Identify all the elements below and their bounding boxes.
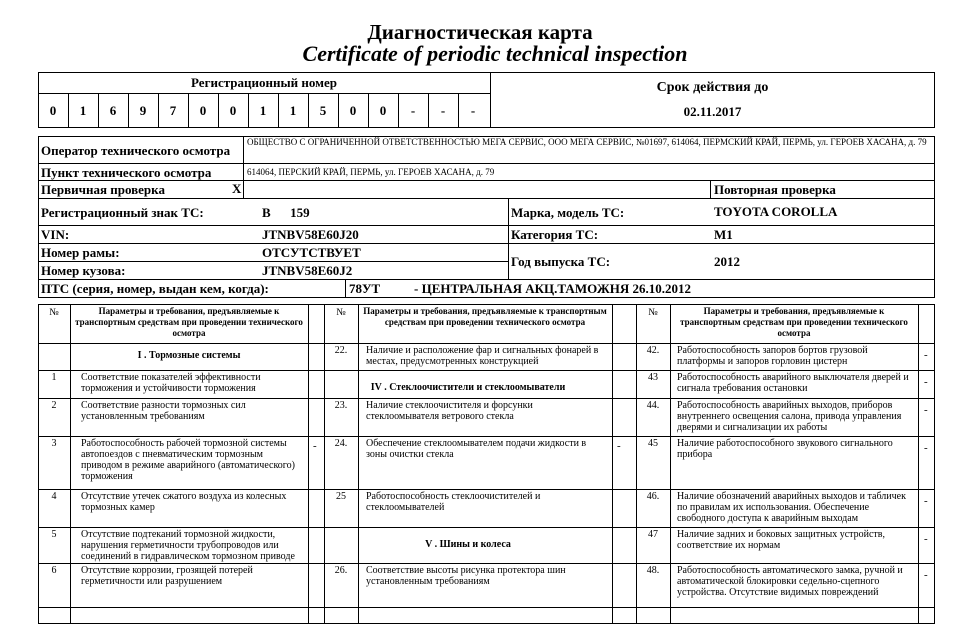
row-divider xyxy=(38,436,324,437)
digit-divider xyxy=(308,93,309,128)
row-divider xyxy=(38,607,324,608)
row-text: Соответствие разности тормозных сил установленным требованиям xyxy=(81,400,246,422)
digit-divider xyxy=(158,93,159,128)
row-text: Наличие обозначений аварийных выходов и табличек по правилам их использования. Обеспечение свободного доступа к аварийным выходам xyxy=(677,491,906,524)
reg-digit: 0 xyxy=(49,103,57,118)
row-number: 26. xyxy=(334,565,348,576)
row-divider xyxy=(324,436,636,437)
make-label: Марка, модель ТС: xyxy=(511,205,625,220)
divider xyxy=(508,198,509,279)
divider xyxy=(38,225,935,226)
reg-digit: - xyxy=(470,103,476,118)
operator-value: ОБЩЕСТВО С ОГРАНИЧЕННОЙ ОТВЕТСТВЕННОСТЬЮ МЕГА СЕРВИС, ООО МЕГА СЕРВИС, №01697, 614064, ПЕРМСКИЙ КРАЙ, ПЕРМЬ, ул. ГЕРОЕВ ХАСАНА, д. 79 xyxy=(247,137,927,147)
reg-sign-label: Регистрационный знак ТС: xyxy=(41,205,204,220)
row-number: 1 xyxy=(51,372,57,383)
reg-digit: - xyxy=(410,103,416,118)
operator-label: Оператор технического осмотра xyxy=(41,143,231,158)
row-divider xyxy=(38,527,324,528)
row-text: Соответствие показателей эффективности торможения и устойчивости торможения xyxy=(81,372,261,394)
category-label: Категория ТС: xyxy=(511,227,599,242)
digit-divider xyxy=(368,93,369,128)
row-text: Работоспособность рабочей тормозной системы автопоездов с пневматическим тормозным приводом в режиме аварийного (автоматического) торможения xyxy=(81,438,295,482)
section-brakes: I . Тормозные системы xyxy=(137,350,241,361)
digit-divider xyxy=(248,93,249,128)
row-divider xyxy=(324,527,636,528)
row-divider xyxy=(636,436,935,437)
row-text: Наличие стеклоочистителя и форсунки стеклоомывателя ветрового стекла xyxy=(366,400,533,422)
param-header: Параметры и требования, предъявляемые к транспортным средствам при проведении технического осмотра xyxy=(680,306,908,338)
row-number: 23. xyxy=(334,400,348,411)
divider xyxy=(612,304,613,624)
row-text: Наличие задних и боковых защитных устройств, соответствие их нормам xyxy=(677,529,886,551)
row-number: 42. xyxy=(646,345,660,356)
pts-label: ПТС (серия, номер, выдан кем, когда): xyxy=(41,281,269,296)
row-text: Наличие работоспособного звукового сигнального прибора xyxy=(677,438,893,460)
reg-digit: 0 xyxy=(229,103,237,118)
row-number: 2 xyxy=(51,400,57,411)
reg-digit: 7 xyxy=(169,103,177,118)
divider xyxy=(918,304,919,624)
status-dash: - xyxy=(924,404,928,416)
status-dash: - xyxy=(313,440,317,452)
row-number: 24. xyxy=(334,438,348,449)
status-dash: - xyxy=(924,442,928,454)
divider xyxy=(670,304,671,624)
body-value: JTNBV58E60J2 xyxy=(262,263,353,278)
row-number: 48. xyxy=(646,565,660,576)
pts-series: 78УТ xyxy=(349,281,381,296)
reg-digit: 6 xyxy=(109,103,117,118)
reg-digit: - xyxy=(440,103,446,118)
document-title-ru: Диагностическая карта xyxy=(367,20,593,44)
digit-divider xyxy=(68,93,69,128)
year-value: 2012 xyxy=(714,254,740,269)
row-divider xyxy=(38,398,324,399)
row-number: 25 xyxy=(336,491,346,502)
row-number: 22. xyxy=(334,345,348,356)
divider xyxy=(710,180,711,198)
reg-digit: 1 xyxy=(79,103,87,118)
row-divider xyxy=(38,563,324,564)
row-divider xyxy=(38,489,324,490)
row-text: Соответствие высоты рисунка протектора шин установленным требованиям xyxy=(366,565,566,587)
reg-digit: 1 xyxy=(289,103,297,118)
status-dash: - xyxy=(924,533,928,545)
row-number: 3 xyxy=(51,438,57,449)
divider xyxy=(38,163,935,164)
digit-divider xyxy=(278,93,279,128)
status-dash: - xyxy=(924,495,928,507)
param-header: Параметры и требования, предъявляемые к транспортным средствам при проведении технического осмотра xyxy=(363,306,607,327)
frame-label: Номер рамы: xyxy=(41,245,120,260)
digit-divider xyxy=(188,93,189,128)
digit-divider xyxy=(338,93,339,128)
divider xyxy=(38,198,935,199)
row-text: Работоспособность аварийного выключателя дверей и сигнала требования остановки xyxy=(677,372,909,394)
row-divider xyxy=(636,563,935,564)
row-text: Работоспособность аварийных выходов, приборов внутреннего освещения салона, привода управления дверями и сигнализации их работы xyxy=(677,400,902,433)
row-text: Работоспособность автоматического замка, ручной и автоматической блокировки седельно-сцепного устройства. Отсутствие видимых повреждений xyxy=(677,565,903,598)
frame-value: ОТСУТСТВУЕТ xyxy=(262,245,361,260)
num-header: № xyxy=(648,307,658,318)
divider xyxy=(38,343,935,344)
reg-digit: 1 xyxy=(259,103,267,118)
divider xyxy=(38,261,508,262)
row-number: 47 xyxy=(648,529,658,540)
divider xyxy=(38,93,490,94)
row-number: 44. xyxy=(646,400,660,411)
row-divider xyxy=(636,489,935,490)
section-heading: IV . Стеклоочистители и стеклоомыватели xyxy=(370,382,566,393)
row-text: Работоспособность запоров бортов грузовой платформы и запоров горловин цистерн xyxy=(677,345,868,367)
year-label: Год выпуска ТС: xyxy=(511,254,611,269)
row-divider xyxy=(324,607,636,608)
row-text: Отсутствие коррозии, грозящей потерей герметичности или разрушением xyxy=(81,565,253,587)
row-number: 46. xyxy=(646,491,660,502)
row-text: Отсутствие утечек сжатого воздуха из колесных тормозных камер xyxy=(81,491,287,513)
primary-check-label: Первичная проверка xyxy=(41,182,165,197)
digit-divider xyxy=(398,93,399,128)
num-header: № xyxy=(336,307,346,318)
reg-number-label: Регистрационный номер xyxy=(191,75,337,90)
row-text: Работоспособность стеклоочистителей и стеклоомывателей xyxy=(366,491,541,513)
row-divider xyxy=(636,527,935,528)
vin-value: JTNBV58E60J20 xyxy=(262,227,359,242)
digit-divider xyxy=(128,93,129,128)
vin-label: VIN: xyxy=(41,227,70,242)
status-dash: - xyxy=(617,440,621,452)
validity-label: Срок действия до xyxy=(656,80,769,95)
num-header: № xyxy=(49,307,59,318)
primary-check-mark: X xyxy=(232,181,242,196)
row-divider xyxy=(636,370,935,371)
point-label: Пункт технического осмотра xyxy=(41,165,212,180)
pts-value: - ЦЕНТРАЛЬНАЯ АКЦ.ТАМОЖНЯ 26.10.2012 xyxy=(414,281,691,296)
reg-digit: 5 xyxy=(319,103,327,118)
row-divider xyxy=(636,607,935,608)
row-divider xyxy=(324,370,636,371)
divider xyxy=(38,279,935,280)
row-text: Отсутствие подтеканий тормозной жидкости, нарушения герметичности трубопроводов или соединений в гидравлическом тормозном приводе xyxy=(81,529,295,562)
section-heading: V . Шины и колеса xyxy=(425,539,511,550)
reg-sign-value: В 159 xyxy=(262,205,310,220)
divider xyxy=(243,180,244,198)
row-text: Наличие и расположение фар и сигнальных фонарей в местах, предусмотренных конструкцией xyxy=(366,345,599,367)
divider xyxy=(358,304,359,624)
row-divider xyxy=(324,563,636,564)
divider xyxy=(243,136,244,180)
row-number: 43 xyxy=(648,372,658,383)
reg-digit: 9 xyxy=(139,103,147,118)
reg-digit: 0 xyxy=(349,103,357,118)
row-divider xyxy=(324,489,636,490)
param-header: Параметры и требования, предъявляемые к транспортным средствам при проведении технического осмотра xyxy=(75,306,303,338)
document-title-en: Certificate of periodic technical inspection xyxy=(302,41,688,66)
make-value: TOYOTA COROLLA xyxy=(714,204,838,219)
divider xyxy=(308,304,309,624)
divider xyxy=(38,370,324,371)
divider xyxy=(38,243,935,244)
row-divider xyxy=(324,398,636,399)
reg-digit: 0 xyxy=(199,103,207,118)
row-number: 4 xyxy=(51,491,57,502)
row-number: 5 xyxy=(51,529,57,540)
digit-divider xyxy=(98,93,99,128)
status-dash: - xyxy=(924,349,928,361)
row-number: 6 xyxy=(51,565,57,576)
status-dash: - xyxy=(924,569,928,581)
point-value: 614064, ПЕРСКИЙ КРАЙ, ПЕРМЬ, ул. ГЕРОЕВ ХАСАНА, д. 79 xyxy=(247,167,495,177)
status-dash: - xyxy=(924,376,928,388)
validity-value: 02.11.2017 xyxy=(683,104,742,119)
row-number: 45 xyxy=(648,438,658,449)
category-value: M1 xyxy=(714,227,733,242)
digit-divider xyxy=(458,93,459,128)
body-label: Номер кузова: xyxy=(41,263,126,278)
divider xyxy=(345,279,346,298)
row-text: Обеспечение стеклоомывателем подачи жидкости в зоны очистки стекла xyxy=(366,438,587,460)
digit-divider xyxy=(218,93,219,128)
repeat-check-label: Повторная проверка xyxy=(714,182,836,197)
row-divider xyxy=(636,398,935,399)
reg-digit: 0 xyxy=(379,103,387,118)
digit-divider xyxy=(428,93,429,128)
